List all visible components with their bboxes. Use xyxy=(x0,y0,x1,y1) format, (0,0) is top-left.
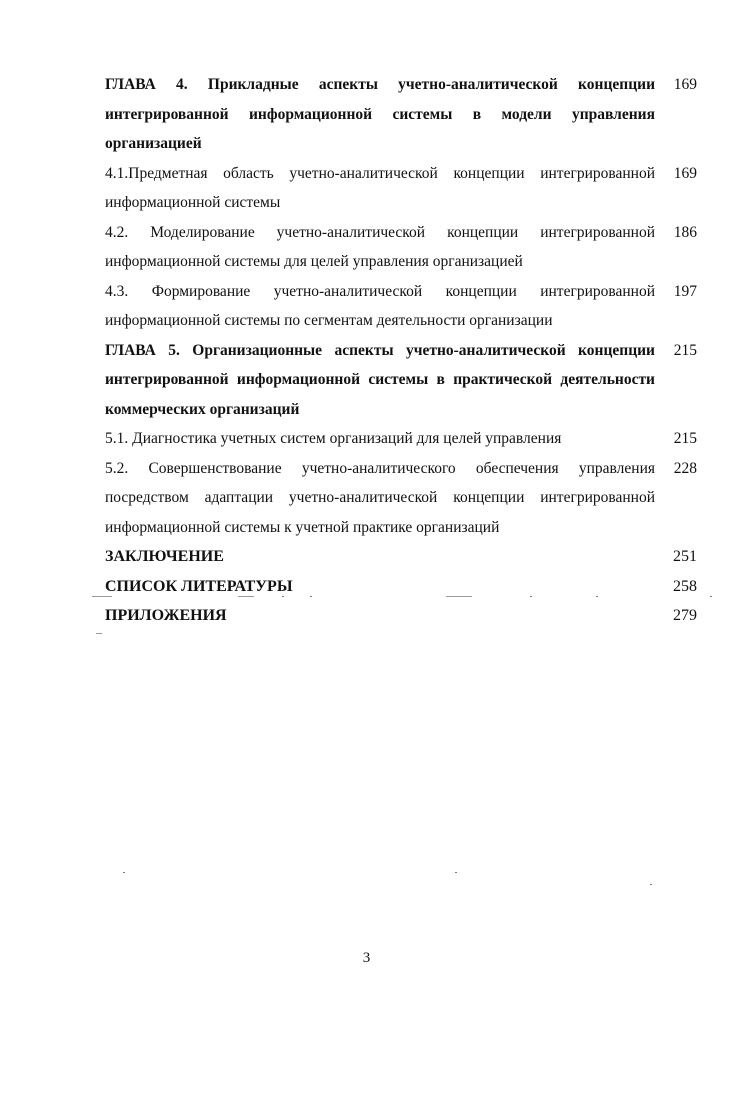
toc-entry-title: ГЛАВА 5. Организационные аспекты учетно-аналитической концепции интегрированной информационной системы в практической деятельности коммерческих организаций xyxy=(105,341,655,418)
toc-entry-appendices[interactable] xyxy=(105,601,697,631)
toc-entry-chapter-4[interactable] xyxy=(105,70,697,159)
scan-artifact xyxy=(92,596,112,597)
toc-entry-title: 4.2. Моделирование учетно-аналитической концепции интегрированной информационной системы для целей управления организацией xyxy=(105,223,655,270)
toc-entry-title: СПИСОК ЛИТЕРАТУРЫ xyxy=(105,577,293,595)
toc-entry-bibliography[interactable] xyxy=(105,572,697,602)
toc-entry-4-2[interactable] xyxy=(105,218,697,277)
toc-entry-title: 5.1. Диагностика учетных систем организаций для целей управления xyxy=(105,430,562,447)
scan-artifact xyxy=(238,596,254,597)
scan-artifact xyxy=(596,596,598,597)
toc-entry-page: 215 xyxy=(673,341,697,359)
toc-entry-page: 228 xyxy=(673,459,697,477)
scan-artifact xyxy=(310,596,312,597)
toc-entry-page: 186 xyxy=(673,223,697,241)
scan-artifact xyxy=(455,872,457,873)
toc-entry-4-3[interactable] xyxy=(105,277,697,336)
toc-entry-page: 279 xyxy=(673,607,697,624)
scan-artifact xyxy=(96,633,102,634)
toc-entry-page: 197 xyxy=(673,282,697,300)
table-of-contents xyxy=(105,70,697,631)
page-number: 3 xyxy=(362,950,371,966)
toc-entry-page: 258 xyxy=(673,577,697,595)
toc-entry-4-1[interactable] xyxy=(105,159,697,218)
scan-artifact xyxy=(282,596,284,597)
toc-entry-page: 169 xyxy=(673,76,697,93)
toc-entry-title: ЗАКЛЮЧЕНИЕ xyxy=(105,548,224,565)
toc-entry-chapter-5[interactable] xyxy=(105,336,697,425)
scan-artifact xyxy=(446,596,472,597)
toc-entry-page: 169 xyxy=(673,164,697,182)
toc-entry-5-1[interactable] xyxy=(105,424,697,454)
toc-entry-title: 4.1.Предметная область учетно-аналитической концепции интегрированной информационной системы xyxy=(105,164,655,211)
toc-entry-page: 215 xyxy=(673,430,697,447)
toc-entry-title: 4.3. Формирование учетно-аналитической концепции интегрированной информационной системы по сегментам деятельности организации xyxy=(105,282,655,329)
scan-artifact xyxy=(650,884,652,885)
toc-entry-5-2[interactable] xyxy=(105,454,697,543)
scan-artifact xyxy=(530,596,532,597)
toc-entry-title: 5.2. Совершенствование учетно-аналитического обеспечения управления посредством адаптации учетно-аналитической концепции интегрированной информационной системы к учетной практике организаций xyxy=(105,459,655,536)
toc-entry-page: 251 xyxy=(673,548,697,565)
toc-entry-conclusion[interactable] xyxy=(105,542,697,572)
scan-artifact xyxy=(123,872,125,873)
toc-entry-title: ПРИЛОЖЕНИЯ xyxy=(105,607,227,624)
scan-artifact xyxy=(710,596,712,597)
toc-entry-title: ГЛАВА 4. Прикладные аспекты учетно-аналитической концепции интегрированной информационной системы в модели управления организацией xyxy=(105,76,655,152)
